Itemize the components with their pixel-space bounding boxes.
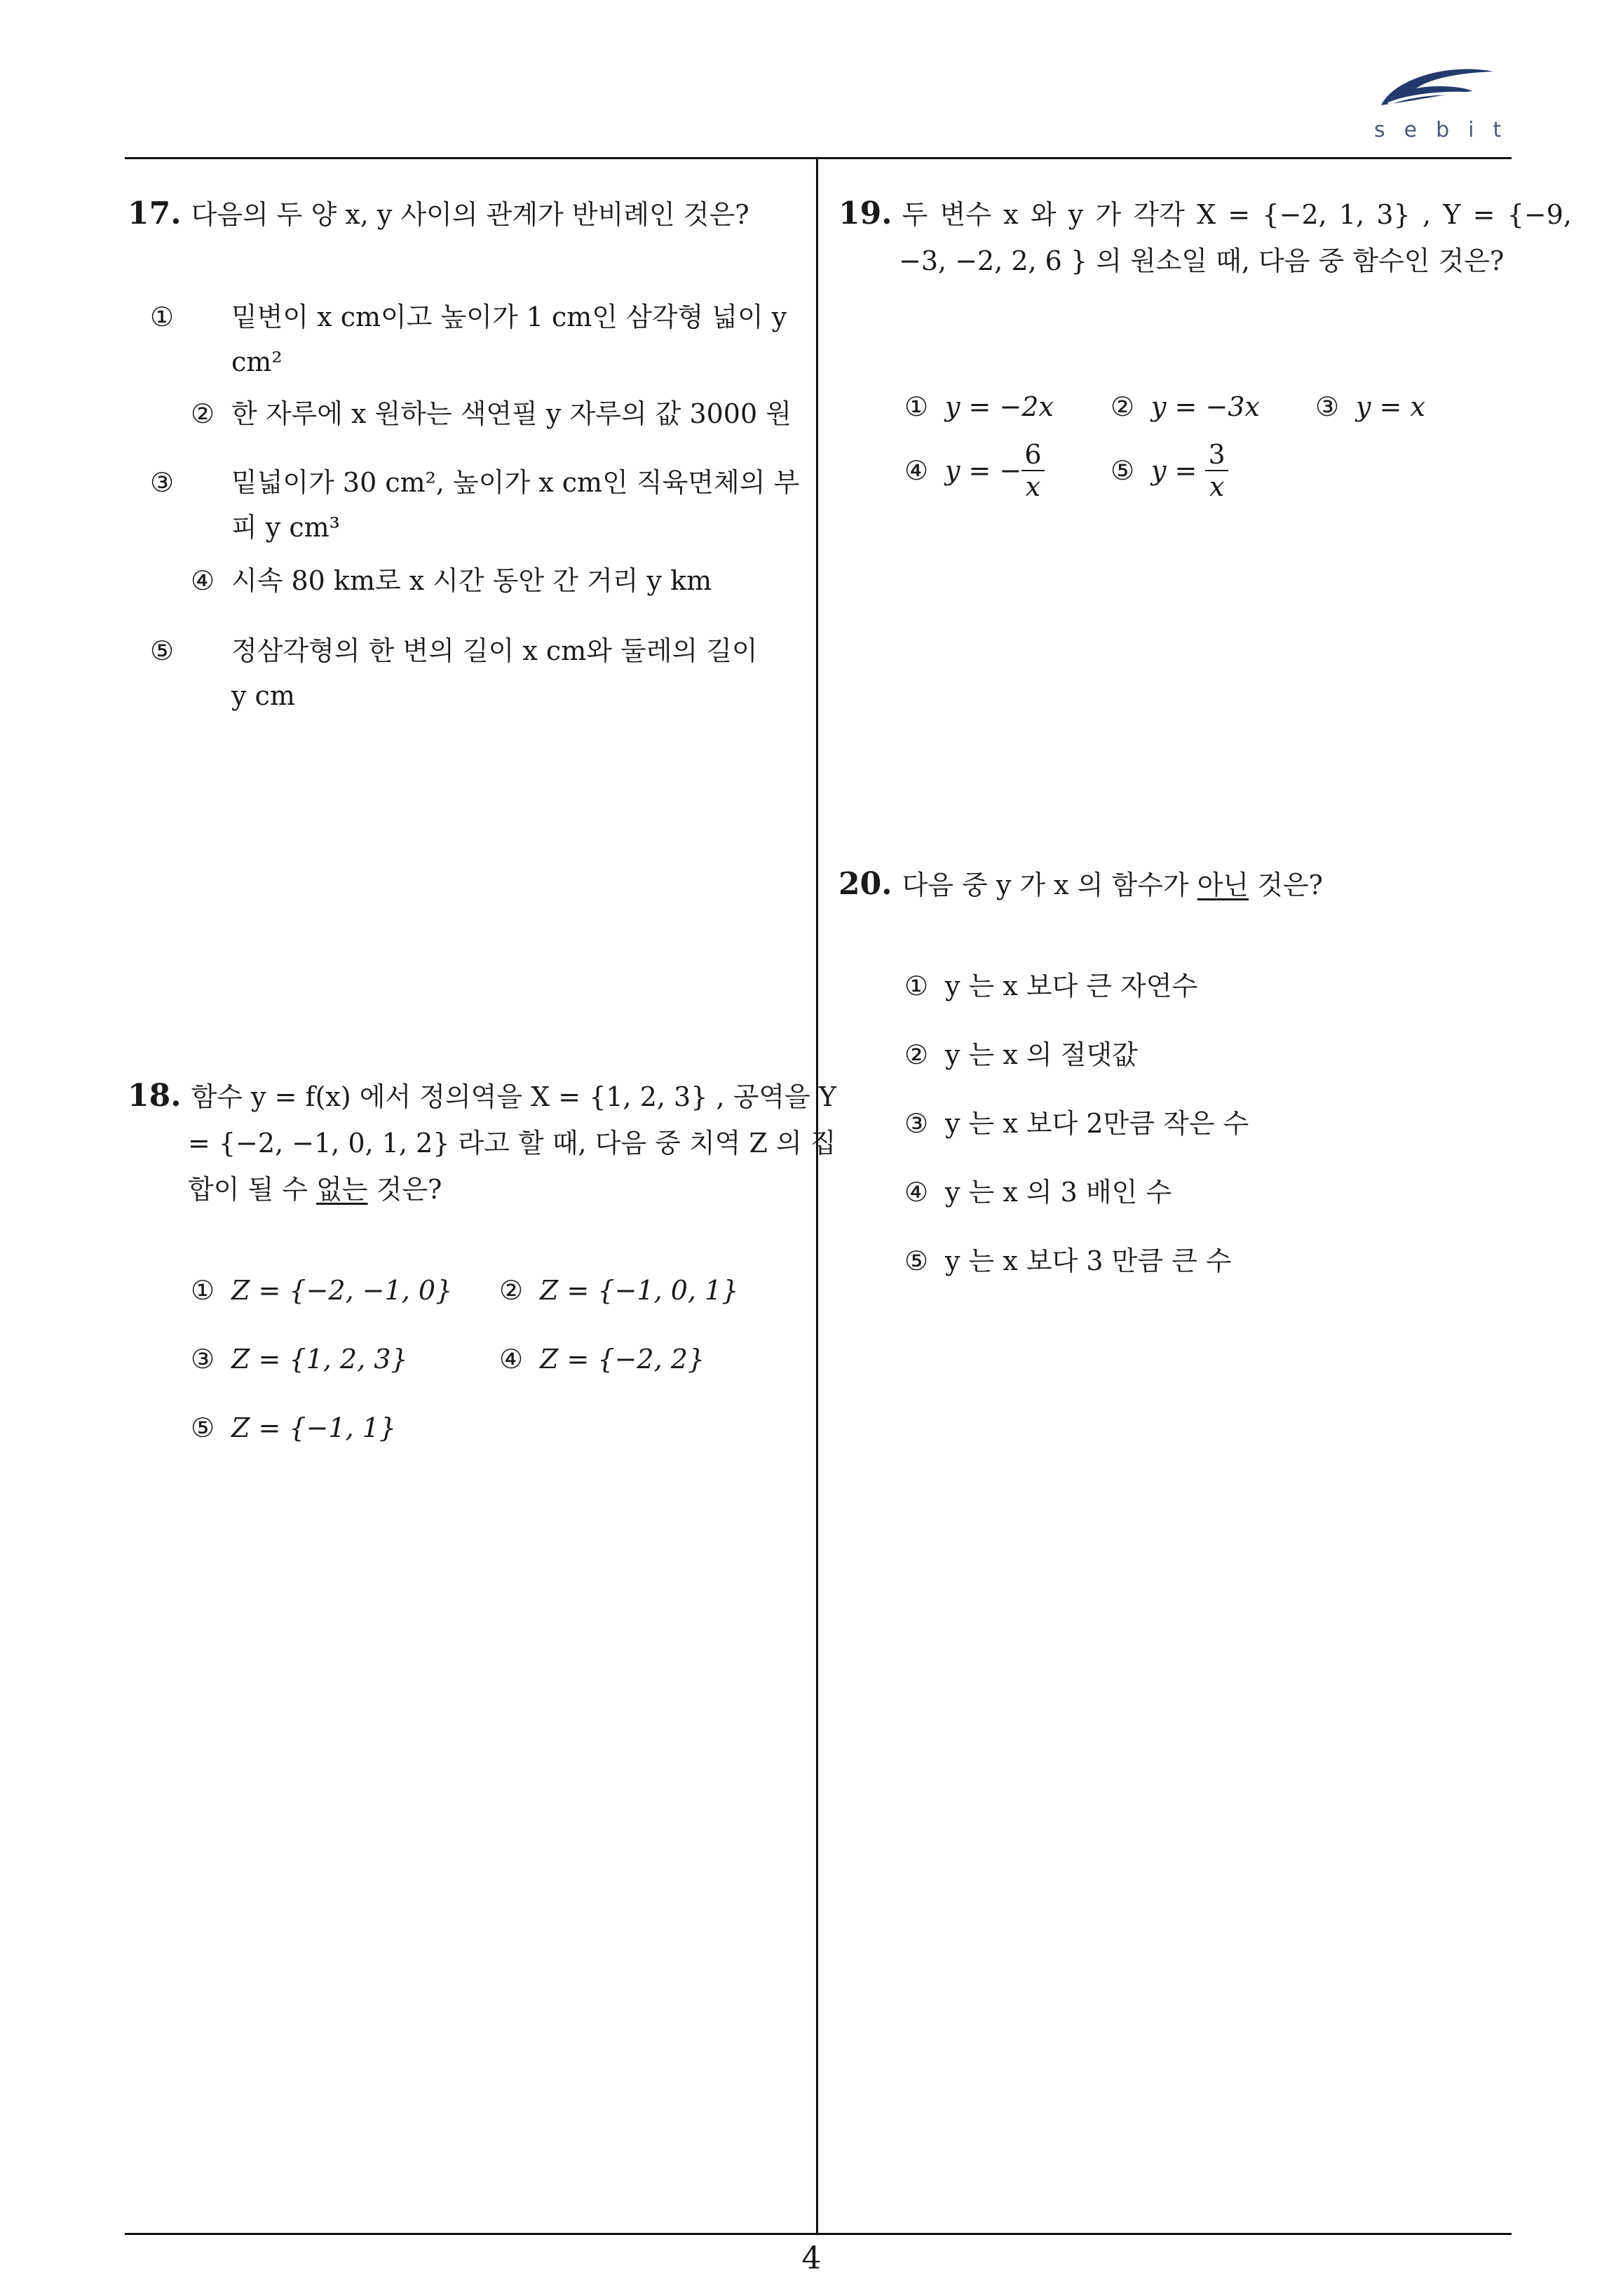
- choice-text: 밑넓이가 30 cm², 높이가 x cm인 직육면체의 부피 y cm³: [231, 467, 800, 543]
- q19-choice-5[interactable]: [1111, 439, 1228, 502]
- q17-choice-1[interactable]: [150, 295, 806, 384]
- choice-text: 시속 80 km로 x 시간 동안 간 거리 y km: [231, 565, 712, 596]
- q17-choice-2[interactable]: [191, 391, 792, 436]
- choice-mark: ⑤: [1111, 455, 1135, 486]
- question-text: 다음의 두 양 x, y 사이의 관계가 반비례인 것은?: [191, 199, 749, 230]
- choice-text: 한 자루에 x 원하는 색연필 y 자루의 값 3000 원: [231, 398, 792, 429]
- fraction-denominator: x: [1025, 471, 1041, 502]
- choice-mark: ①: [191, 1275, 215, 1306]
- choice-mark: ②: [499, 1275, 524, 1306]
- q18-choice-4[interactable]: [499, 1337, 705, 1382]
- q17-choice-4[interactable]: [191, 558, 712, 603]
- q18-choice-1[interactable]: [191, 1268, 452, 1313]
- question-number: 18.: [128, 1078, 182, 1114]
- choice-mark: ②: [904, 1039, 929, 1070]
- choice-mark: ③: [1315, 391, 1340, 422]
- question-text: 두 변수 x 와 y 가 각각 X = {−2, 1, 3} , Y = {−9, −3, −2, 2, 6 } 의 원소일 때, 다음 중 함수인 것은?: [899, 199, 1572, 276]
- choice-text: Z = {−1, 0, 1}: [540, 1275, 739, 1306]
- choice-prefix: y =: [1151, 455, 1206, 486]
- top-rule: [125, 157, 1512, 159]
- choice-mark: ①: [150, 302, 175, 332]
- q18-choice-5[interactable]: [191, 1405, 396, 1450]
- question-17: [128, 191, 861, 238]
- choice-mark: ③: [904, 1108, 929, 1139]
- q20-choice-4[interactable]: [904, 1170, 1172, 1215]
- choice-text: y = −3x: [1151, 391, 1260, 422]
- choice-text: 정삼각형의 한 변의 길이 x cm와 둘레의 길이 y cm: [231, 635, 758, 711]
- question-text-end: 것은?: [376, 1174, 442, 1205]
- q19-choice-3[interactable]: [1315, 384, 1425, 429]
- q20-choice-2[interactable]: [904, 1032, 1138, 1077]
- choice-mark: ④: [191, 565, 215, 596]
- fraction-numerator: 6: [1021, 439, 1044, 471]
- bottom-rule: [125, 2233, 1512, 2235]
- fraction-denominator: x: [1209, 471, 1225, 502]
- q19-choice-1[interactable]: [904, 384, 1054, 429]
- choice-prefix: y = −: [945, 455, 1022, 486]
- choice-mark: ⑤: [150, 635, 175, 666]
- choice-mark: ②: [191, 398, 215, 429]
- fraction-numerator: 3: [1205, 439, 1228, 471]
- question-number: 17.: [128, 196, 182, 231]
- question-20: [838, 861, 1512, 908]
- choice-mark: ③: [150, 467, 175, 498]
- choice-mark: ①: [904, 971, 929, 1001]
- choice-text: y 는 x 의 3 배인 수: [945, 1177, 1172, 1208]
- question-text: 다음 중 y 가 x 의 함수가: [902, 870, 1189, 900]
- q18-choice-3[interactable]: [191, 1337, 408, 1382]
- choice-mark: ②: [1111, 391, 1135, 422]
- choice-mark: ④: [904, 455, 929, 486]
- underlined-word: 아닌: [1197, 870, 1249, 900]
- logo-text: sebit: [1374, 118, 1521, 142]
- fraction: [1021, 439, 1044, 502]
- choice-text: Z = {−2, −1, 0}: [231, 1275, 453, 1306]
- choice-text: Z = {−1, 1}: [231, 1412, 397, 1443]
- choice-text: y 는 x 보다 2만큼 작은 수: [945, 1108, 1249, 1139]
- question-18: [128, 1073, 861, 1213]
- choice-mark: ①: [904, 391, 929, 422]
- question-text: 함수 y = f(x) 에서 정의역을 X = {1, 2, 3} , 공역을 Y = {−2, −1, 0, 1, 2} 라고 할 때, 다음 중 치역 Z 의 집합이 될 수: [188, 1081, 836, 1205]
- choice-text: y 는 x 보다 3 만큼 큰 수: [945, 1245, 1232, 1276]
- question-number: 19.: [838, 196, 892, 231]
- choice-mark: ⑤: [191, 1412, 215, 1443]
- q20-choice-5[interactable]: [904, 1238, 1232, 1283]
- question-text-end: 것은?: [1257, 870, 1324, 900]
- q20-choice-1[interactable]: [904, 964, 1197, 1008]
- question-number: 20.: [838, 866, 892, 902]
- underlined-word: 없는: [316, 1174, 368, 1205]
- choice-text: y 는 x 보다 큰 자연수: [945, 971, 1198, 1001]
- choice-mark: ④: [904, 1177, 929, 1208]
- choice-text: 밑변이 x cm이고 높이가 1 cm인 삼각형 넓이 y cm²: [231, 302, 787, 377]
- choice-text: Z = {−2, 2}: [540, 1344, 705, 1375]
- sebit-logo: [1367, 63, 1521, 147]
- q19-choice-2[interactable]: [1111, 384, 1260, 429]
- q20-choice-3[interactable]: [904, 1101, 1249, 1146]
- choice-text: y = −2x: [945, 391, 1054, 422]
- choice-mark: ③: [191, 1344, 215, 1375]
- q19-choice-4[interactable]: [904, 439, 1045, 502]
- question-19: [838, 191, 1572, 284]
- choice-text: y = x: [1356, 391, 1425, 422]
- choice-mark: ⑤: [904, 1245, 929, 1276]
- q17-choice-5[interactable]: [150, 628, 764, 718]
- fraction: [1205, 439, 1228, 502]
- choice-mark: ④: [499, 1344, 524, 1375]
- choice-text: Z = {1, 2, 3}: [231, 1344, 408, 1375]
- choice-text: y 는 x 의 절댓값: [945, 1039, 1138, 1070]
- q18-choice-2[interactable]: [499, 1268, 738, 1313]
- q17-choice-3[interactable]: [150, 460, 806, 550]
- page-number: 4: [801, 2241, 822, 2276]
- sebit-swoosh-icon: [1367, 63, 1507, 119]
